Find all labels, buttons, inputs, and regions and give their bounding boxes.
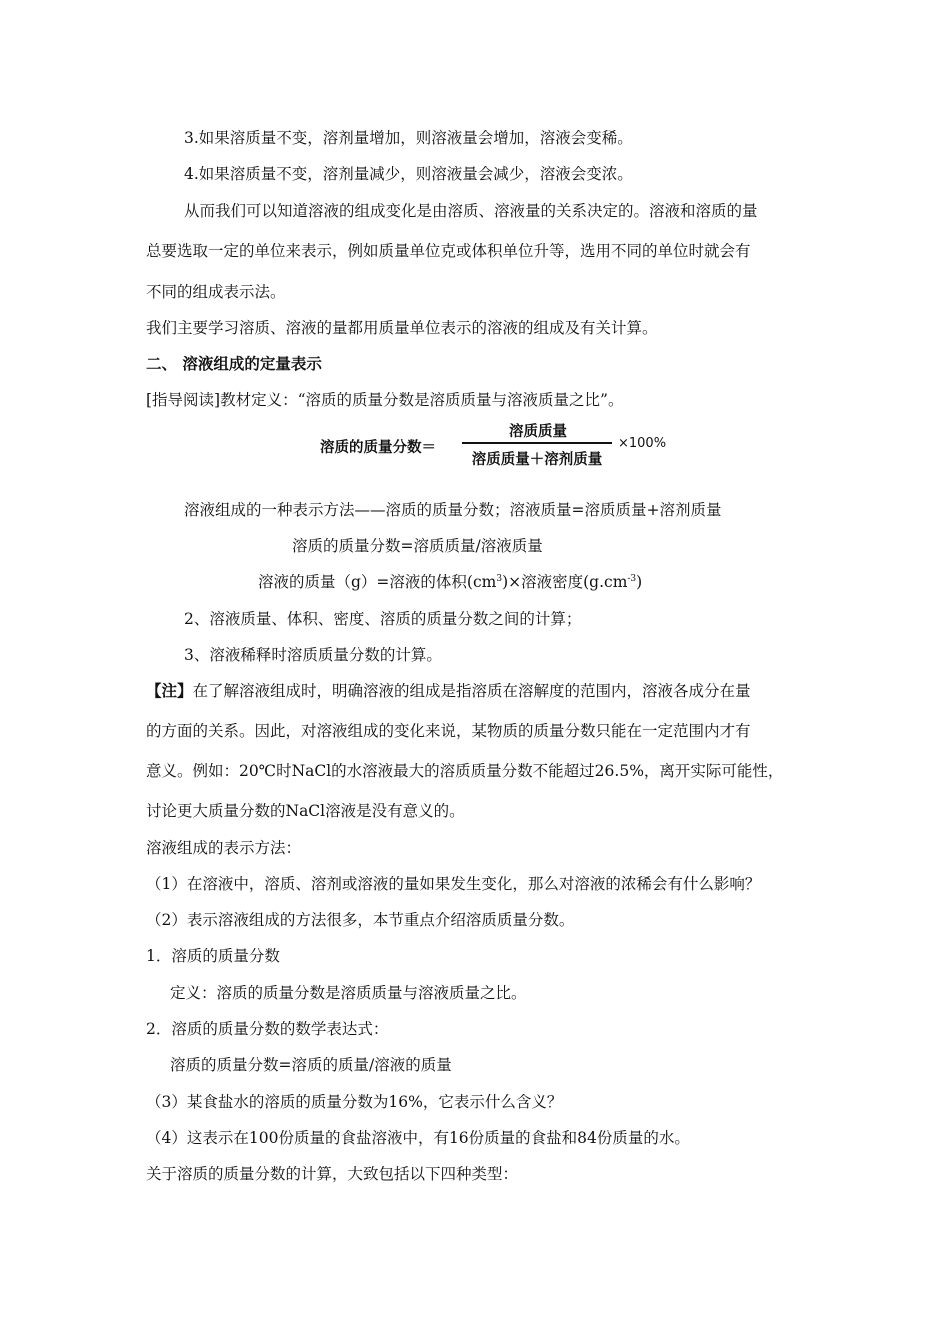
question-line: （2）表示溶液组成的方法很多，本节重点介绍溶质质量分数。 (146, 911, 575, 929)
formula-lhs: 溶质的质量分数＝ (320, 440, 436, 456)
formula-numerator: 溶质质量 (509, 424, 567, 440)
text-line: 3.如果溶质量不变，溶剂量增加，则溶液量会增加，溶液会变稀。 (184, 129, 633, 147)
text-line: 3、溶液稀释时溶质质量分数的计算。 (184, 646, 442, 664)
paragraph-line: 我们主要学习溶质、溶液的量都用质量单位表示的溶液的组成及有关计算。 (146, 319, 658, 337)
note-tag: 【注】 (146, 682, 193, 700)
formula-multiplier: ×100% (618, 436, 667, 451)
note-line: 意义。例如：20℃时NaCl的水溶液最大的溶质质量分数不能超过26.5%，离开实际可能性， (146, 762, 784, 780)
formula-denominator: 溶质质量＋溶剂质量 (471, 452, 603, 468)
question-line: （3）某食盐水的溶质的质量分数为16%，它表示什么含义？ (146, 1093, 563, 1111)
note-line: 的方面的关系。因此，对溶液组成的变化来说，某物质的质量分数只能在一定范围内才有 (146, 722, 751, 740)
text-line: 溶液组成的一种表示方法——溶质的质量分数；溶液质量=溶质质量+溶剂质量 (184, 501, 722, 519)
note-line (146, 681, 751, 701)
paragraph-line: 不同的组成表示法。 (146, 283, 286, 301)
question-line: （4）这表示在100份质量的食盐溶液中，有16份质量的食盐和84份质量的水。 (146, 1129, 690, 1147)
text-line: 4.如果溶质量不变，溶剂量减少，则溶液量会减少，溶液会变浓。 (184, 165, 633, 183)
text-line: 溶液组成的表示方法： (146, 839, 302, 857)
superscript: -3 (627, 574, 637, 584)
paragraph-line: 总要选取一定的单位来表示，例如质量单位克或体积单位升等，选用不同的单位时就会有 (146, 242, 751, 260)
text-line: 2、溶液质量、体积、密度、溶质的质量分数之间的计算； (184, 610, 582, 628)
paragraph-line: 从而我们可以知道溶液的组成变化是由溶质、溶液量的关系决定的。溶液和溶质的量 (184, 202, 758, 220)
fraction-bar (462, 442, 612, 444)
section-heading: 二、 溶液组成的定量表示 (146, 355, 322, 373)
superscript: 3 (496, 574, 503, 584)
note-text: 在了解溶液组成时，明确溶液的组成是指溶质在溶解度的范围内，溶液各成分在量 (192, 682, 751, 700)
subsection-line: 2．溶质的质量分数的数学表达式： (146, 1020, 389, 1038)
guided-reading-line: [指导阅读]教材定义：“溶质的质量分数是溶质质量与溶液质量之比”。 (146, 391, 624, 409)
question-line: （1）在溶液中，溶质、溶剂或溶液的量如果发生变化，那么对溶液的浓稀会有什么影响？ (146, 875, 761, 893)
text-line: 定义：溶质的质量分数是溶质质量与溶液质量之比。 (170, 984, 527, 1002)
text-line: 关于溶质的质量分数的计算，大致包括以下四种类型： (146, 1165, 519, 1183)
subsection-line: 1．溶质的质量分数 (146, 947, 280, 965)
text-fragment: 溶液的质量（g）=溶液的体积(cm (258, 573, 497, 591)
note-line: 讨论更大质量分数的NaCl溶液是没有意义的。 (146, 802, 465, 820)
mass-fraction-formula (316, 418, 672, 476)
text-line (258, 572, 642, 592)
text-line: 溶质的质量分数=溶质质量/溶液质量 (292, 537, 543, 555)
text-fragment: )×溶液密度(g.cm (502, 573, 628, 591)
text-line: 溶质的质量分数=溶质的质量/溶液的质量 (170, 1056, 452, 1074)
text-fragment: ) (636, 573, 643, 591)
